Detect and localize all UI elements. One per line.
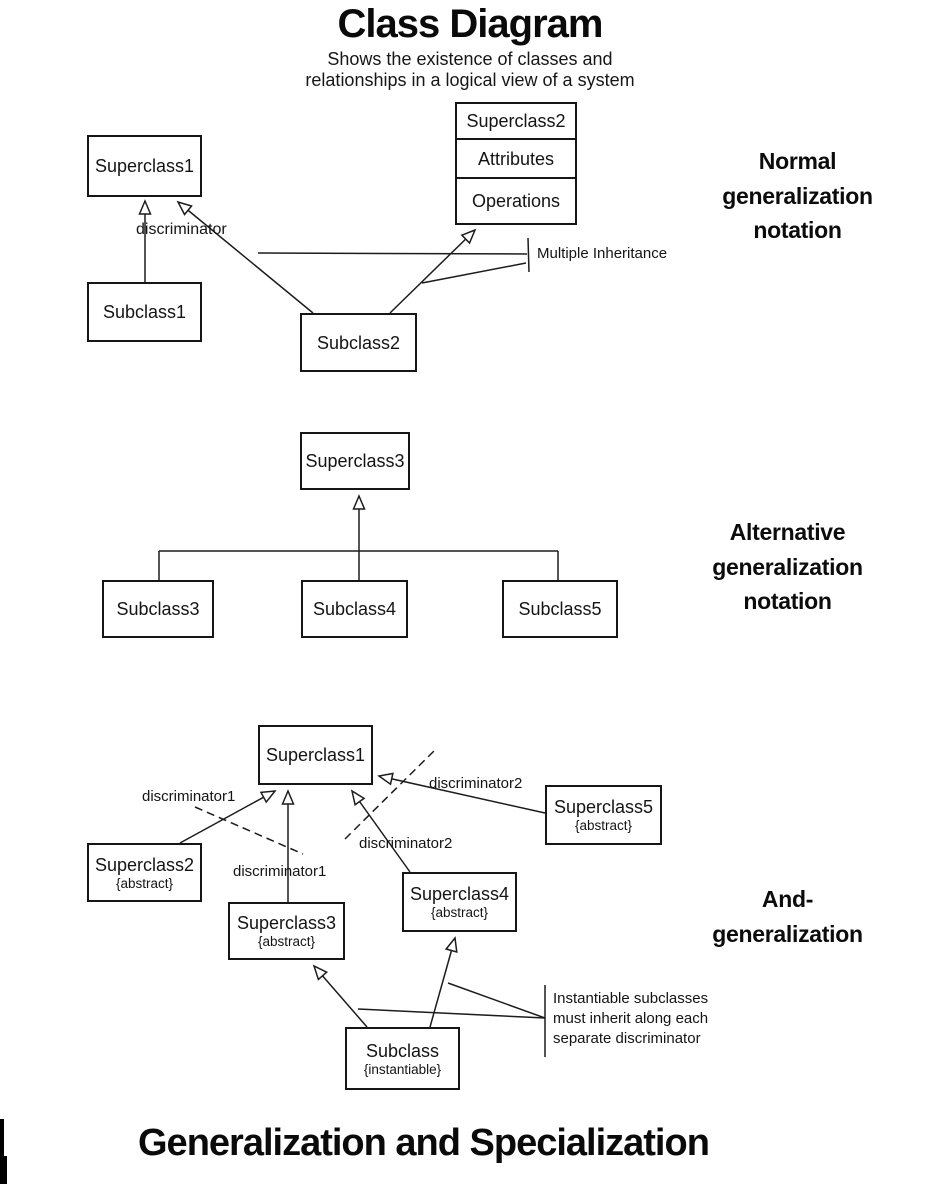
class-name: Superclass3 [236, 913, 337, 933]
footer-title: Generalization and Specialization [138, 1122, 709, 1164]
scan-artifact [0, 1156, 7, 1184]
class-box-subclass4 [301, 580, 408, 638]
discriminator2-label-right: discriminator2 [429, 775, 523, 792]
class-name: Superclass3 [305, 451, 405, 471]
section-title-alternative: Alternative generalization notation [712, 519, 863, 614]
section-title-normal: Normal generalization notation [722, 148, 873, 243]
class-name: Subclass2 [316, 332, 401, 353]
class-box-superclass3 [300, 432, 410, 490]
class-box-superclass2-abstract [87, 843, 202, 902]
discriminator2-label-center: discriminator2 [359, 835, 453, 852]
stereotype: {instantiable} [363, 1061, 442, 1077]
operations-compartment: Operations [471, 191, 561, 211]
class-name: Subclass1 [102, 302, 187, 322]
class-name: Superclass2 [94, 854, 195, 875]
note-line3: separate discriminator [553, 1030, 701, 1047]
note-line1: Instantiable subclasses [553, 990, 709, 1007]
class-name: Subclass4 [312, 599, 397, 619]
discriminator-label: discriminator [136, 221, 227, 238]
class-box-superclass3-abstract [228, 902, 345, 960]
page-subtitle-line1: Shows the existence of classes and [327, 49, 613, 69]
class-name: Subclass3 [116, 599, 200, 619]
discriminator1-label-left: discriminator1 [142, 788, 236, 805]
class-box-superclass4-abstract [402, 872, 517, 932]
class-box-superclass5-abstract [545, 785, 662, 845]
class-name-compartment: Superclass2 [466, 111, 566, 131]
stereotype: {abstract} [257, 934, 316, 949]
class-name: Superclass1 [94, 156, 195, 176]
stereotype: {abstract} [115, 875, 174, 891]
attributes-compartment: Attributes [457, 138, 575, 179]
page-title: Class Diagram [337, 2, 603, 46]
stereotype: {abstract} [574, 818, 633, 833]
class-box-subclass-instantiable [345, 1027, 460, 1090]
stereotype: {abstract} [430, 905, 489, 920]
class-name: Subclass5 [518, 599, 602, 619]
multiple-inheritance-label: Multiple Inheritance [537, 245, 668, 262]
class-name: Superclass1 [265, 745, 366, 765]
class-box-subclass1 [87, 282, 202, 342]
class-name: Superclass5 [553, 797, 654, 817]
class-box-subclass3 [102, 580, 214, 638]
class-name: Subclass [365, 1040, 440, 1061]
discriminator1-label-center: discriminator1 [233, 863, 327, 880]
class-box-superclass2 [455, 102, 577, 225]
class-box-subclass5 [502, 580, 618, 638]
scan-artifact [0, 1119, 4, 1158]
alternative-generalization-connectors [159, 496, 558, 580]
class-box-superclass1 [87, 135, 202, 197]
note-line2: must inherit along each [553, 1010, 709, 1027]
class-box-superclass1-and [258, 725, 373, 785]
class-name: Superclass4 [409, 884, 510, 904]
page-subtitle-line2: relationships in a logical view of a system [305, 70, 635, 90]
instantiable-note [553, 989, 708, 1049]
section-title-and: And- generalization [712, 886, 863, 947]
class-box-subclass2 [300, 313, 417, 372]
page-header [140, 2, 800, 91]
